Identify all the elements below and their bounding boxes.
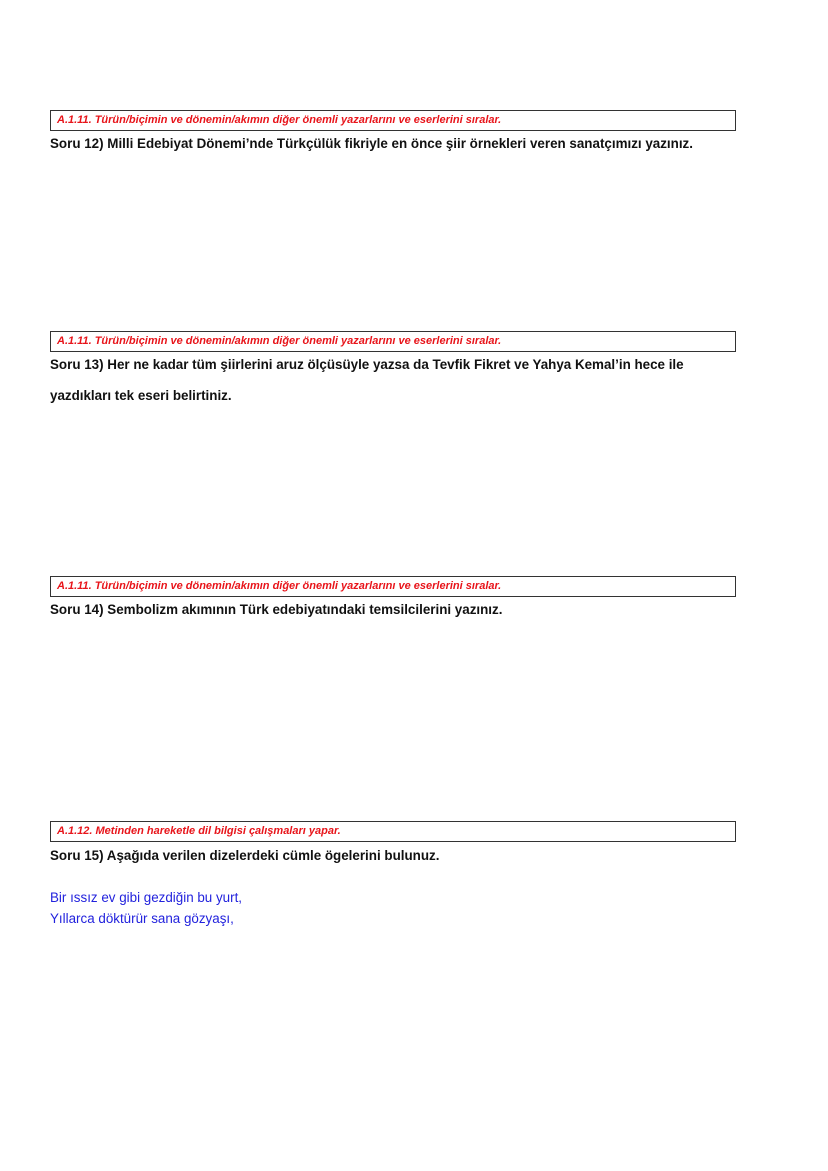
objective-text: A.1.11. Türün/biçimin ve dönemin/akımın diğer önemli yazarlarını ve eserlerini sıralar. xyxy=(57,580,502,592)
objective-box-q12 xyxy=(50,110,736,131)
objective-box-q13 xyxy=(50,331,736,352)
objective-box-q15 xyxy=(50,821,736,842)
poem-line-2: Yıllarca döktürür sana gözyaşı, xyxy=(50,911,234,926)
question-12: Soru 12) Milli Edebiyat Dönemi’nde Türkçülük fikriyle en önce şiir örnekleri veren sanatçımızı yazınız. xyxy=(50,136,693,151)
question-14: Soru 14) Sembolizm akımının Türk edebiyatındaki temsilcilerini yazınız. xyxy=(50,602,503,617)
objective-box-q14 xyxy=(50,576,736,597)
poem-line-1: Bir ıssız ev gibi gezdiğin bu yurt, xyxy=(50,890,243,905)
objective-text: A.1.11. Türün/biçimin ve dönemin/akımın diğer önemli yazarlarını ve eserlerini sıralar. xyxy=(57,335,502,347)
question-13-line-2: yazdıkları tek eseri belirtiniz. xyxy=(50,388,232,403)
question-15: Soru 15) Aşağıda verilen dizelerdeki cümle ögelerini bulunuz. xyxy=(50,848,440,863)
objective-text: A.1.11. Türün/biçimin ve dönemin/akımın diğer önemli yazarlarını ve eserlerini sıralar. xyxy=(57,114,502,126)
question-13-line-1: Soru 13) Her ne kadar tüm şiirlerini aruz ölçüsüyle yazsa da Tevfik Fikret ve Yahya Kemal’in hece ile xyxy=(50,357,684,372)
objective-text: A.1.12. Metinden hareketle dil bilgisi çalışmaları yapar. xyxy=(57,825,341,837)
